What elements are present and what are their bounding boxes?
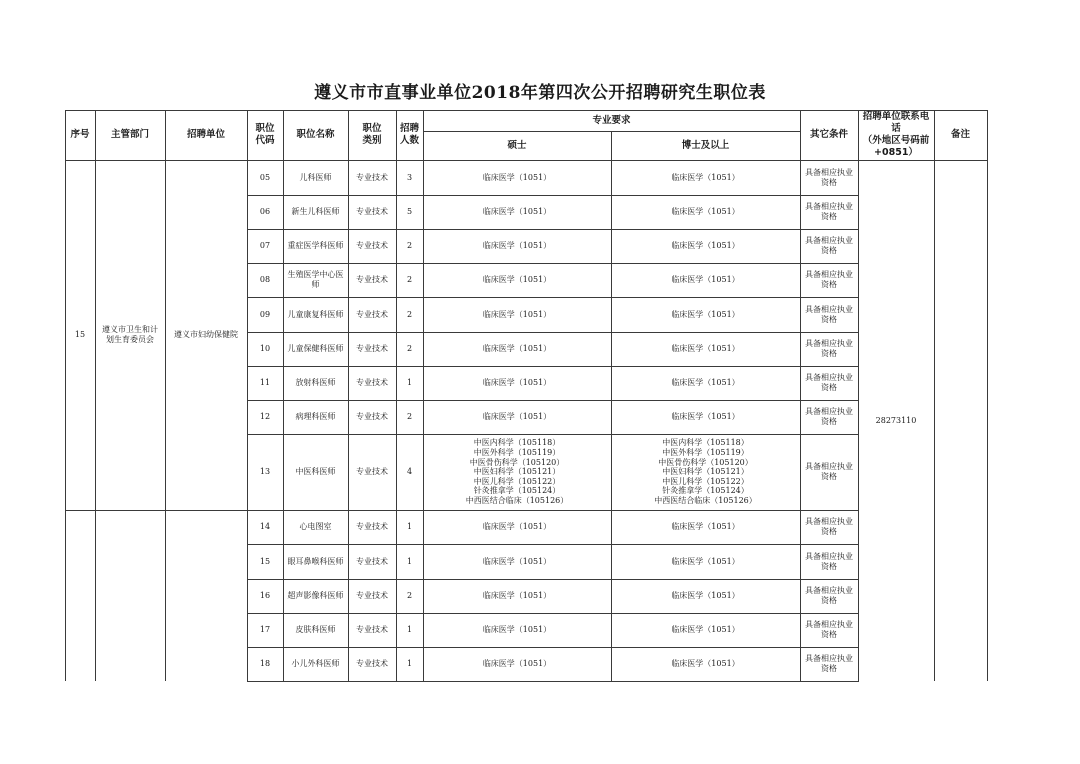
doctor-requirement: 临床医学（1051）	[671, 378, 740, 387]
column-line	[247, 110, 248, 681]
job-name: 小儿外科医师	[291, 659, 340, 668]
job-category: 专业技术	[356, 591, 388, 600]
column-line	[423, 110, 424, 681]
other-condition: 具备相应执业 资格	[805, 236, 853, 255]
job-count: 2	[406, 591, 413, 600]
job-category: 专业技术	[356, 207, 388, 216]
doctor-requirement: 临床医学（1051）	[671, 625, 740, 634]
column-line	[283, 110, 284, 681]
header-unit: 招聘单位	[186, 129, 225, 140]
other-condition: 具备相应执业 资格	[805, 462, 853, 481]
other-condition: 具备相应执业 资格	[805, 270, 853, 289]
row-line	[247, 195, 859, 196]
doctor-requirement: 临床医学（1051）	[671, 556, 740, 566]
job-code: 09	[259, 309, 271, 319]
column-line	[396, 110, 397, 681]
job-count: 2	[406, 344, 413, 353]
column-line	[95, 110, 96, 681]
job-code: 13	[259, 467, 271, 476]
job-category: 专业技术	[356, 275, 388, 284]
doctor-requirement: 临床医学（1051）	[671, 309, 740, 319]
header-remark: 备注	[950, 129, 970, 140]
master-requirement: 临床医学（1051）	[482, 412, 552, 421]
job-category: 专业技术	[356, 625, 388, 634]
job-category: 专业技术	[356, 659, 388, 668]
job-count: 2	[406, 412, 413, 421]
master-requirement: 临床医学（1051）	[482, 309, 552, 319]
job-name: 病理科医师	[295, 412, 336, 421]
job-count: 1	[406, 659, 413, 668]
job-name: 新生儿科医师	[291, 207, 340, 216]
row-line	[247, 263, 859, 264]
column-line	[348, 110, 349, 681]
job-code: 17	[259, 625, 271, 634]
header-category: 职位 类别	[362, 123, 382, 146]
group-split-line	[65, 510, 248, 511]
header-doctor: 博士及以上	[681, 139, 730, 151]
header-dept: 主管部门	[110, 129, 149, 140]
job-name: 皮肤科医师	[295, 625, 336, 634]
header-other: 其它条件	[809, 129, 848, 140]
row-line	[247, 510, 859, 511]
page-title: 遵义市市直事业单位2018年第四次公开招聘研究生职位表	[314, 83, 766, 103]
column-line	[934, 110, 935, 681]
other-condition: 具备相应执业 资格	[805, 620, 853, 639]
other-condition: 具备相应执业 资格	[805, 551, 853, 571]
column-line	[858, 110, 859, 681]
job-name: 放射科医师	[295, 378, 336, 387]
doctor-requirement: 临床医学（1051）	[671, 344, 740, 353]
job-count: 3	[406, 172, 413, 182]
job-code: 12	[259, 412, 271, 421]
header-master: 硕士	[507, 139, 527, 151]
job-name: 生殖医学中心医 师	[287, 270, 344, 289]
row-line	[247, 613, 859, 614]
header-count: 招聘 人数	[399, 123, 419, 146]
master-requirement: 临床医学（1051）	[482, 207, 552, 216]
row-line	[247, 229, 859, 230]
doctor-requirement: 临床医学（1051）	[671, 522, 740, 531]
job-count: 1	[406, 625, 413, 634]
row-line	[247, 579, 859, 580]
header-bottom-line	[65, 160, 988, 161]
job-category: 专业技术	[356, 241, 388, 250]
master-requirement: 临床医学（1051）	[482, 591, 552, 600]
master-requirement: 临床医学（1051）	[482, 659, 552, 668]
column-line	[611, 131, 612, 681]
job-count: 2	[406, 275, 413, 284]
job-category: 专业技术	[356, 172, 388, 182]
doctor-requirement: 临床医学（1051）	[671, 207, 740, 216]
job-category: 专业技术	[356, 309, 388, 319]
job-code: 14	[259, 522, 271, 531]
doctor-requirement: 中医内科学（105118） 中医外科学（105119） 中医骨伤科学（105120） 中医妇科学（105121） 中医儿科学（105122） 针灸推拿学（105124） 中西医结合临床（105126）	[654, 438, 757, 505]
job-count: 2	[406, 241, 413, 250]
other-condition: 具备相应执业 资格	[805, 407, 853, 426]
job-name: 儿科医师	[299, 172, 332, 182]
column-line	[165, 110, 166, 681]
header-seq: 序号	[70, 129, 90, 140]
other-condition: 具备相应执业 资格	[805, 339, 853, 358]
job-code: 07	[259, 241, 271, 250]
row-line	[247, 544, 859, 545]
job-category: 专业技术	[356, 556, 388, 566]
job-name: 超声影像科医师	[287, 591, 344, 600]
row-line	[247, 434, 859, 435]
master-requirement: 临床医学（1051）	[482, 556, 552, 566]
doctor-requirement: 临床医学（1051）	[671, 275, 740, 284]
header-phone: 招聘单位联系电 话 （外地区号码前 +0851）	[862, 111, 930, 158]
group-unit: 遵义市妇幼保健院	[174, 330, 238, 339]
column-line	[800, 110, 801, 681]
doctor-requirement: 临床医学（1051）	[671, 241, 740, 250]
doctor-requirement: 临床医学（1051）	[671, 591, 740, 600]
header-major: 专业要求	[592, 114, 631, 126]
job-count: 5	[406, 207, 413, 216]
job-count: 1	[406, 522, 413, 531]
job-code: 05	[259, 172, 271, 182]
column-line	[987, 110, 988, 681]
job-category: 专业技术	[356, 412, 388, 421]
master-requirement: 临床医学（1051）	[482, 344, 552, 353]
job-code: 11	[259, 378, 271, 387]
row-line	[247, 681, 859, 682]
job-code: 10	[259, 344, 271, 353]
job-category: 专业技术	[356, 522, 388, 531]
row-line	[247, 366, 859, 367]
doctor-requirement: 临床医学（1051）	[671, 172, 740, 182]
group-dept: 遵义市卫生和计 划生育委员会	[102, 325, 158, 344]
other-condition: 具备相应执业 资格	[805, 202, 853, 221]
table-top-border	[65, 110, 988, 111]
job-category: 专业技术	[356, 344, 388, 353]
job-code: 15	[259, 556, 271, 566]
row-line	[247, 297, 859, 298]
header-code: 职位 代码	[255, 123, 275, 146]
job-count: 4	[406, 467, 413, 476]
other-condition: 具备相应执业 资格	[805, 167, 853, 187]
job-name: 眼耳鼻喉科医师	[287, 556, 344, 566]
phone-number: 28273110	[875, 415, 917, 425]
job-count: 1	[406, 556, 413, 566]
header-split-line	[423, 131, 801, 132]
job-name: 重症医学科医师	[287, 241, 344, 250]
row-line	[247, 647, 859, 648]
job-name: 儿童保健科医师	[287, 344, 344, 353]
job-name: 中医科医师	[295, 467, 336, 476]
doctor-requirement: 临床医学（1051）	[671, 412, 740, 421]
master-requirement: 临床医学（1051）	[482, 378, 552, 387]
master-requirement: 临床医学（1051）	[482, 522, 552, 531]
other-condition: 具备相应执业 资格	[805, 373, 853, 392]
row-line	[247, 332, 859, 333]
job-name: 儿童康复科医师	[287, 309, 344, 319]
job-code: 18	[259, 659, 271, 668]
other-condition: 具备相应执业 资格	[805, 304, 853, 324]
master-requirement: 临床医学（1051）	[482, 172, 552, 182]
master-requirement: 临床医学（1051）	[482, 625, 552, 634]
master-requirement: 中医内科学（105118） 中医外科学（105119） 中医骨伤科学（105120） 中医妇科学（105121） 中医儿科学（105122） 针灸推拿学（105124） 中西医结合临床（105126）	[465, 438, 569, 505]
other-condition: 具备相应执业 资格	[805, 586, 853, 605]
header-name: 职位名称	[296, 129, 335, 140]
column-line	[65, 110, 66, 681]
row-line	[247, 400, 859, 401]
doctor-requirement: 临床医学（1051）	[671, 659, 740, 668]
job-code: 16	[259, 591, 271, 600]
job-category: 专业技术	[356, 378, 388, 387]
job-count: 2	[406, 309, 413, 319]
job-code: 08	[259, 275, 271, 284]
master-requirement: 临床医学（1051）	[482, 275, 552, 284]
job-category: 专业技术	[356, 467, 388, 476]
other-condition: 具备相应执业 资格	[805, 517, 853, 536]
group-seq: 15	[74, 330, 86, 339]
job-count: 1	[406, 378, 413, 387]
other-condition: 具备相应执业 资格	[805, 654, 853, 673]
job-name: 心电图室	[299, 522, 332, 531]
job-code: 06	[259, 207, 271, 216]
master-requirement: 临床医学（1051）	[482, 241, 552, 250]
